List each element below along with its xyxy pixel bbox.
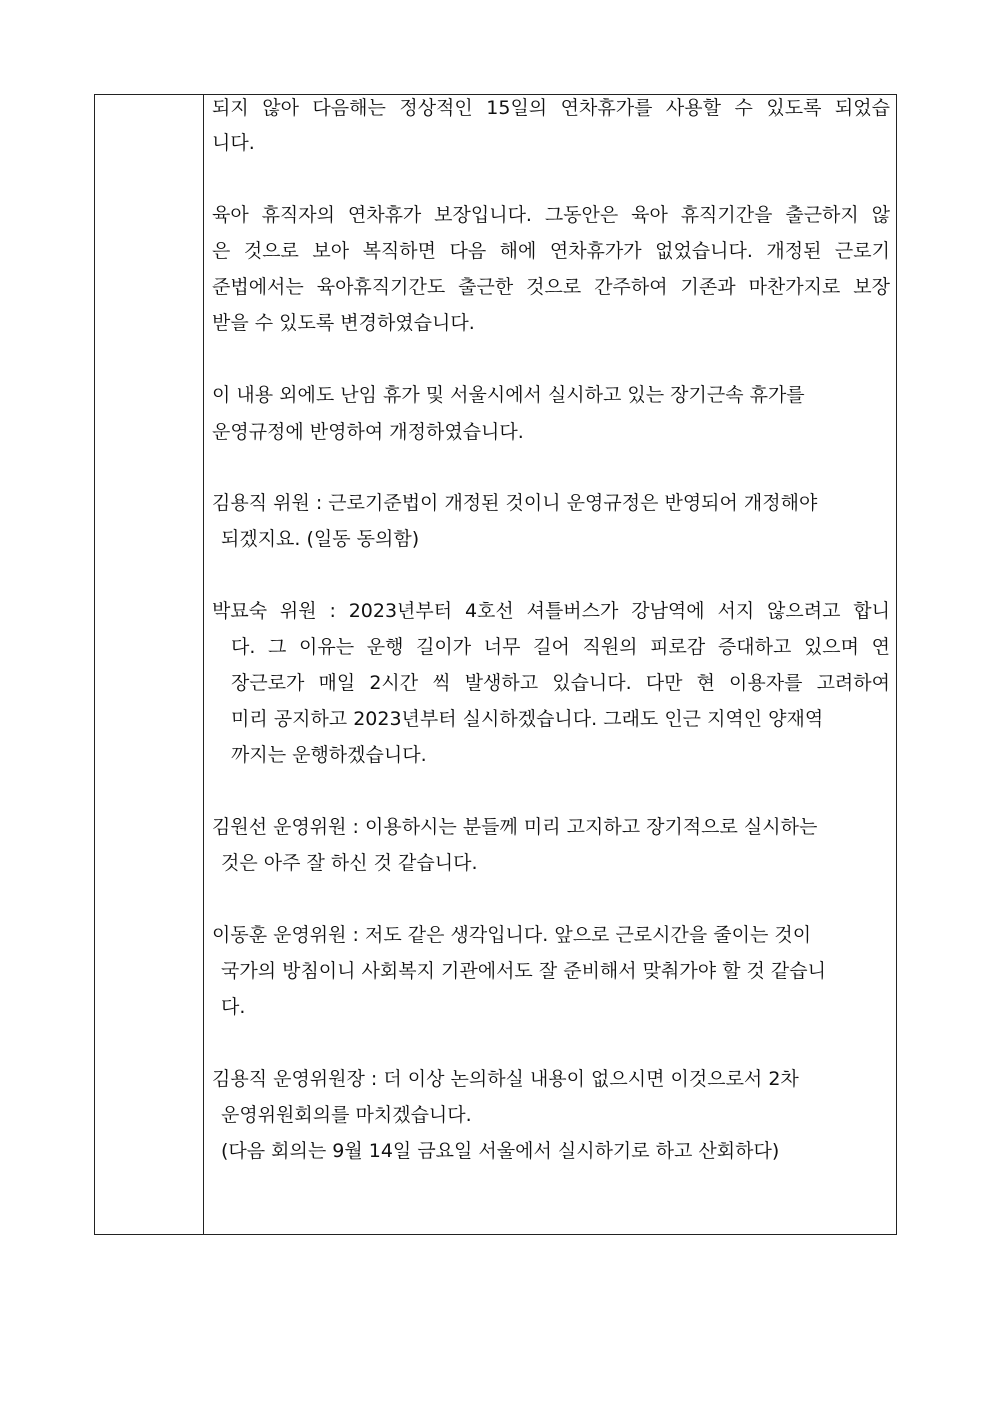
paragraph-2-line-4: 받을 수 있도록 변경하였습니다. [212,312,475,334]
paragraph-5-line-3: 장근로가 매일 2시간 씩 발생하고 있습니다. 다만 현 이용자를 고려하여 [231,672,890,694]
paragraph-3-line-1: 이 내용 외에도 난임 휴가 및 서울시에서 실시하고 있는 장기근속 휴가를 [212,384,805,406]
paragraph-1-line-1: 되지 않아 다음해는 정상적인 15일의 연차휴가를 사용할 수 있도록 되었습 [212,97,890,119]
paragraph-5-line-4: 미리 공지하고 2023년부터 실시하겠습니다. 그래도 인근 지역인 양재역 [231,708,824,730]
paragraph-5-line-1: 박묘숙 위원 : 2023년부터 4호선 셔틀버스가 강남역에 서지 않으려고 합니 [212,600,890,622]
paragraph-8-line-3: (다음 회의는 9월 14일 금요일 서울에서 실시하기로 하고 산회하다) [221,1140,780,1162]
paragraph-7-line-2: 국가의 방침이니 사회복지 기관에서도 잘 준비해서 맞춰가야 할 것 같습니 [221,960,826,982]
paragraph-5-line-5: 까지는 운행하겠습니다. [231,744,427,766]
paragraph-2-line-2: 은 것으로 보아 복직하면 다음 해에 연차휴가가 없었습니다. 개정된 근로기 [212,240,890,262]
content-cell [204,95,896,1234]
paragraph-2-line-1: 육아 휴직자의 연차휴가 보장입니다. 그동안은 육아 휴직기간을 출근하지 않 [212,204,890,226]
paragraph-4-line-2: 되겠지요. (일동 동의함) [221,528,420,550]
paragraph-4-line-1: 김용직 위원 : 근로기준법이 개정된 것이니 운영규정은 반영되어 개정해야 [212,492,818,514]
minutes-table [94,94,897,1235]
paragraph-1-line-2: 니다. [212,132,255,154]
paragraph-2-line-3: 준법에서는 육아휴직기간도 출근한 것으로 간주하여 기존과 마찬가지로 보장 [212,276,890,298]
label-cell [95,95,204,1234]
paragraph-3-line-2: 운영규정에 반영하여 개정하였습니다. [212,421,524,443]
paragraph-7-line-3: 다. [221,996,246,1018]
paragraph-5-line-2: 다. 그 이유는 운행 길이가 너무 길어 직원의 피로감 증대하고 있으며 연 [231,636,890,658]
paragraph-8-line-2: 운영위원회의를 마치겠습니다. [221,1104,472,1126]
paragraph-6-line-1: 김원선 운영위원 : 이용하시는 분들께 미리 고지하고 장기적으로 실시하는 [212,816,818,838]
paragraph-6-line-2: 것은 아주 잘 하신 것 같습니다. [221,852,478,874]
paragraph-8-line-1: 김용직 운영위원장 : 더 이상 논의하실 내용이 없으시면 이것으로서 2차 [212,1068,799,1090]
paragraph-7-line-1: 이동훈 운영위원 : 저도 같은 생각입니다. 앞으로 근로시간을 줄이는 것이 [212,924,812,946]
